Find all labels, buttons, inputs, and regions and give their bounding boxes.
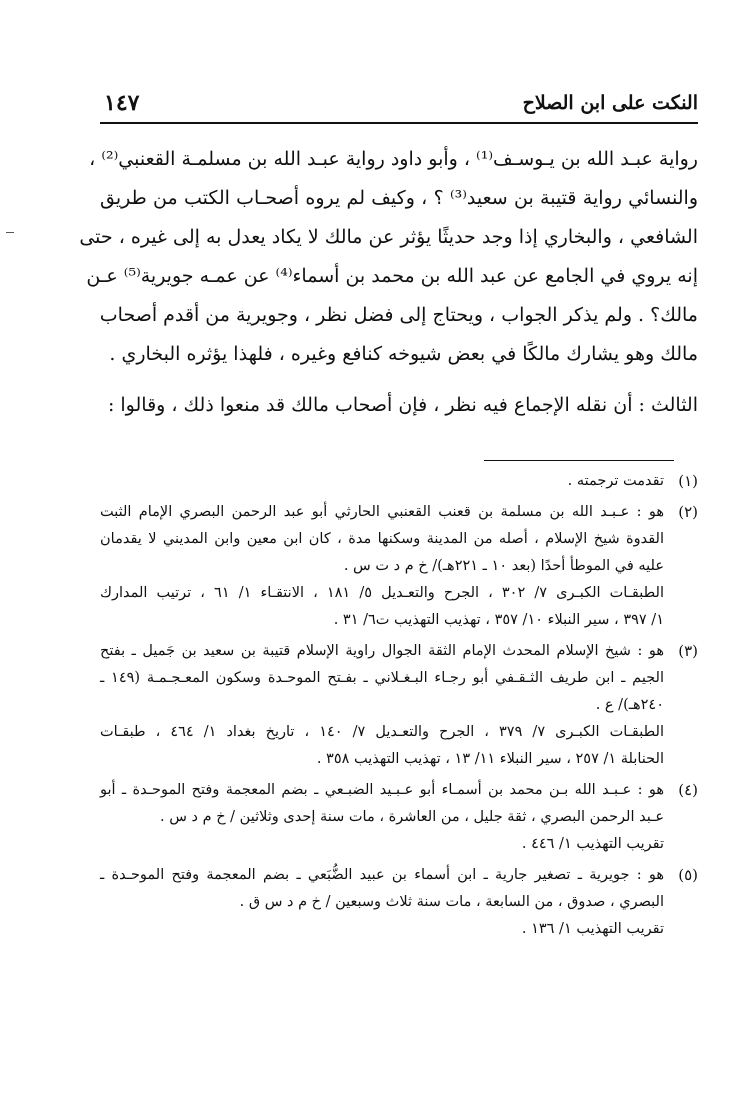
body-line: الشافعي ، والبخاري إذا وجد حديثًا يؤثر عن مالك لا يكاد يعدل به إلى غيره ، حتى (79, 226, 698, 248)
body-line: رواية عبـد الله بن يـوسـف⁽¹⁾ ، وأبو داود رواية عبـد الله بن مسلمـة القعنبي⁽²⁾ ، (89, 148, 698, 170)
footnote-4 (100, 777, 698, 858)
footnote-line: الطبقـات الكبـرى ٧/ ٣٠٢ ، الجرح والتعـديل ٥/ ١٨١ ، الانتقـاء ١/ ٦١ ، ترتيب المدارك (100, 585, 664, 601)
footnote-number: (٤) (678, 781, 698, 799)
footnote-line: هو : عـبـد الله بن مسلمة بن قعنب القعنبي الحارثي أبو عبد الرحمن البصري الإمام الثبت (100, 504, 664, 520)
footnote-number: (٣) (678, 642, 698, 660)
header-rule (100, 122, 698, 124)
footnote-separator (484, 460, 674, 461)
body-line: مالك؟ . ولم يذكر الجواب ، ويحتاج إلى فضل نظر ، وجويرية من أقدم أصحاب (99, 304, 698, 326)
body-line: مالك وهو يشارك مالكًا في بعض شيوخه كنافع وغيره ، فلهذا يؤثره البخاري . (109, 343, 698, 365)
main-text (79, 140, 698, 425)
footnote-line: البصري ، صدوق ، من السابعة ، مات سنة ثلاث وسبعين / خ م د س ق . (239, 894, 664, 910)
running-title: النكت على ابن الصلاح (522, 92, 698, 114)
body-line: والنسائي رواية قتيبة بن سعيد⁽³⁾ ؟ ، وكيف لم يروه أصحـاب الكتب من طريق (100, 187, 698, 209)
footnote-line: الطبقـات الكبـرى ٧/ ٣٧٩ ، الجرح والتعـديل ٧/ ١٤٠ ، تاريخ بغداد ١/ ٤٦٤ ، طبقـات (100, 724, 664, 740)
footnote-line: الحنابلة ١/ ٢٥٧ ، سير النبلاء ١١/ ١٣ ، تهذيب التهذيب ٣٥٨ . (316, 751, 664, 767)
footnote-line: عليه في الموطأ أحدًا (بعد ١٠ ـ ٢٢١هـ)/ خ م د ت س . (343, 558, 664, 574)
footnote-line: ٢٤٠هـ)/ ع . (595, 697, 664, 713)
page-number: ١٤٧ (104, 90, 140, 116)
footnote-line: هو : جويرية ـ تصغير جارية ـ ابن أسماء بن عبيد الضُّبَعي ـ بضم المعجمة وفتح الموحـدة ـ (100, 867, 664, 883)
footnote-line: هو : شيخ الإسلام المحدث الإمام الثقة الجوال راوية الإسلام قتيبة بن سعيد بن جَميل ـ بفتح (100, 643, 664, 659)
footnote-line: عـبد الرحمن البصري ، ثقة جليل ، من العاشرة ، مات سنة إحدى وثلاثين / خ م د س . (160, 809, 664, 825)
body-paragraph-2: الثالث : أن نقله الإجماع فيه نظر ، فإن أصحاب مالك قد منعوا ذلك ، وقالوا : (107, 394, 698, 416)
footnote-line: تقريب التهذيب ١/ ١٣٦ . (521, 921, 664, 937)
footnote-5 (100, 862, 698, 943)
footnote-line: الجيم ـ ابن طريف الثـقـفي أبو رجـاء البـغـلاني ـ بفـتح الموحـدة وسكون المعـجـمـة (١٤٩ ـ (100, 670, 665, 686)
footnote-line: تقريب التهذيب ١/ ٤٤٦ . (521, 836, 664, 852)
footnote-2 (100, 499, 698, 634)
footnote-line: ١/ ٣٩٧ ، سير النبلاء ١٠/ ٣٥٧ ، تهذيب التهذيب ت٦/ ٣١ . (333, 612, 664, 628)
footnote-number: (٥) (678, 866, 698, 884)
footnote-line: القدوة شيخ الإسلام ، أصله من المدينة وسكنها مدة ، كان ابن معين وابن المديني لا يقدمان (100, 531, 664, 547)
footnote-number: (١) (678, 472, 698, 490)
body-line: إنه يروي في الجامع عن عبد الله بن محمد بن أسماء⁽⁴⁾ عن عمـه جويرية⁽⁵⁾ عـن (86, 265, 698, 287)
paragraph-gap (100, 374, 698, 386)
footnote-1 (100, 468, 698, 495)
footnote-line: هو : عـبـد الله بـن محمد بن أسمـاء أبو عـبـيد الضبـعي ـ بضم المعجمة وفتح الموحـدة ـ أبو (100, 782, 664, 798)
page-header (100, 88, 698, 122)
footnote-line: تقدمت ترجمته . (567, 473, 664, 489)
footnotes (100, 468, 698, 947)
margin-mark (6, 232, 14, 233)
footnote-3 (100, 638, 698, 773)
footnote-number: (٢) (678, 503, 698, 521)
